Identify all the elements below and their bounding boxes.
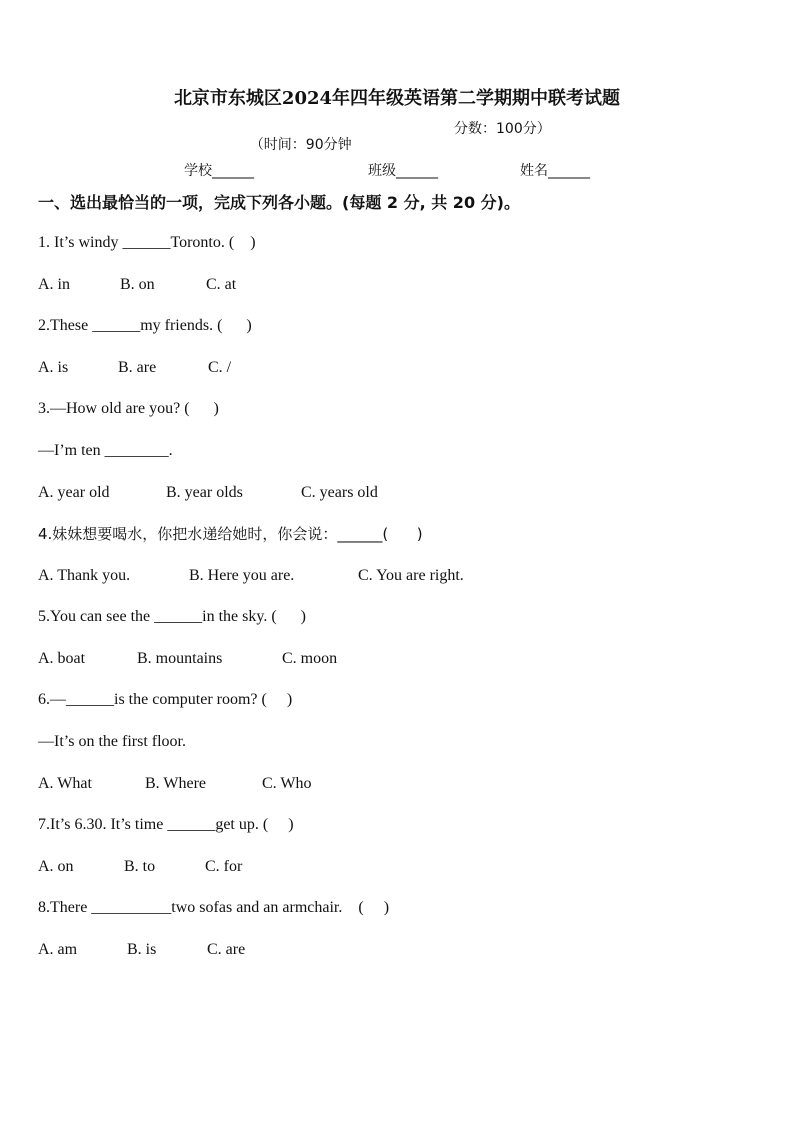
option-a: A. on: [38, 858, 74, 875]
question-3-stem: 3.—How old are you? ( ): [38, 400, 219, 417]
option-c: C. at: [206, 276, 237, 293]
option-c: C. moon: [282, 650, 338, 667]
question-1-stem: 1. It’s windy ______Toronto. ( ): [38, 234, 256, 251]
question-3-answer-line: —I’m ten ________.: [38, 442, 173, 459]
option-a: A. year old: [38, 484, 110, 501]
option-b: B. mountains: [137, 650, 223, 667]
option-c: C. You are right.: [358, 567, 464, 584]
option-c: C. /: [208, 359, 232, 376]
option-a: A. Thank you.: [38, 567, 131, 584]
option-b: B. is: [127, 941, 157, 958]
name-field: 姓名______: [520, 163, 590, 179]
exam-time: （时间：90分钟: [249, 137, 352, 153]
option-b: B. Here you are.: [189, 567, 295, 584]
option-a: A. What: [38, 775, 92, 792]
exam-score: 分数：100分）: [454, 121, 551, 137]
class-field: 班级______: [368, 163, 438, 179]
option-c: C. are: [207, 941, 246, 958]
option-c: C. for: [205, 858, 243, 875]
question-2-stem: 2.These ______my friends. ( ): [38, 317, 252, 334]
question-4-stem: 4.妹妹想要喝水，你把水递给她时，你会说：______( ): [38, 525, 423, 543]
section-heading: 一、选出最恰当的一项，完成下列各小题。(每题 2 分, 共 20 分)。: [38, 193, 520, 212]
option-a: A. in: [38, 276, 70, 293]
option-b: B. Where: [145, 775, 207, 792]
option-a: A. boat: [38, 650, 86, 667]
option-b: B. to: [124, 858, 156, 875]
option-b: B. year olds: [166, 484, 243, 501]
school-field: 学校______: [184, 163, 254, 179]
option-a: A. am: [38, 941, 78, 958]
question-5-stem: 5.You can see the ______in the sky. ( ): [38, 608, 306, 625]
question-8-options: [38, 940, 246, 1040]
question-6-stem: 6.—______is the computer room? ( ): [38, 691, 293, 708]
option-c: C. years old: [301, 484, 378, 501]
question-6-answer-line: —It’s on the first floor.: [38, 733, 186, 750]
option-b: B. on: [120, 276, 155, 293]
question-7-stem: 7.It’s 6.30. It’s time ______get up. ( ): [38, 816, 294, 833]
question-8-stem: 8.There __________two sofas and an armchair. ( ): [38, 899, 390, 916]
exam-title: 北京市东城区2024年四年级英语第二学期期中联考试题: [173, 88, 621, 109]
option-a: A. is: [38, 359, 69, 376]
option-b: B. are: [118, 359, 157, 376]
option-c: C. Who: [262, 775, 312, 792]
